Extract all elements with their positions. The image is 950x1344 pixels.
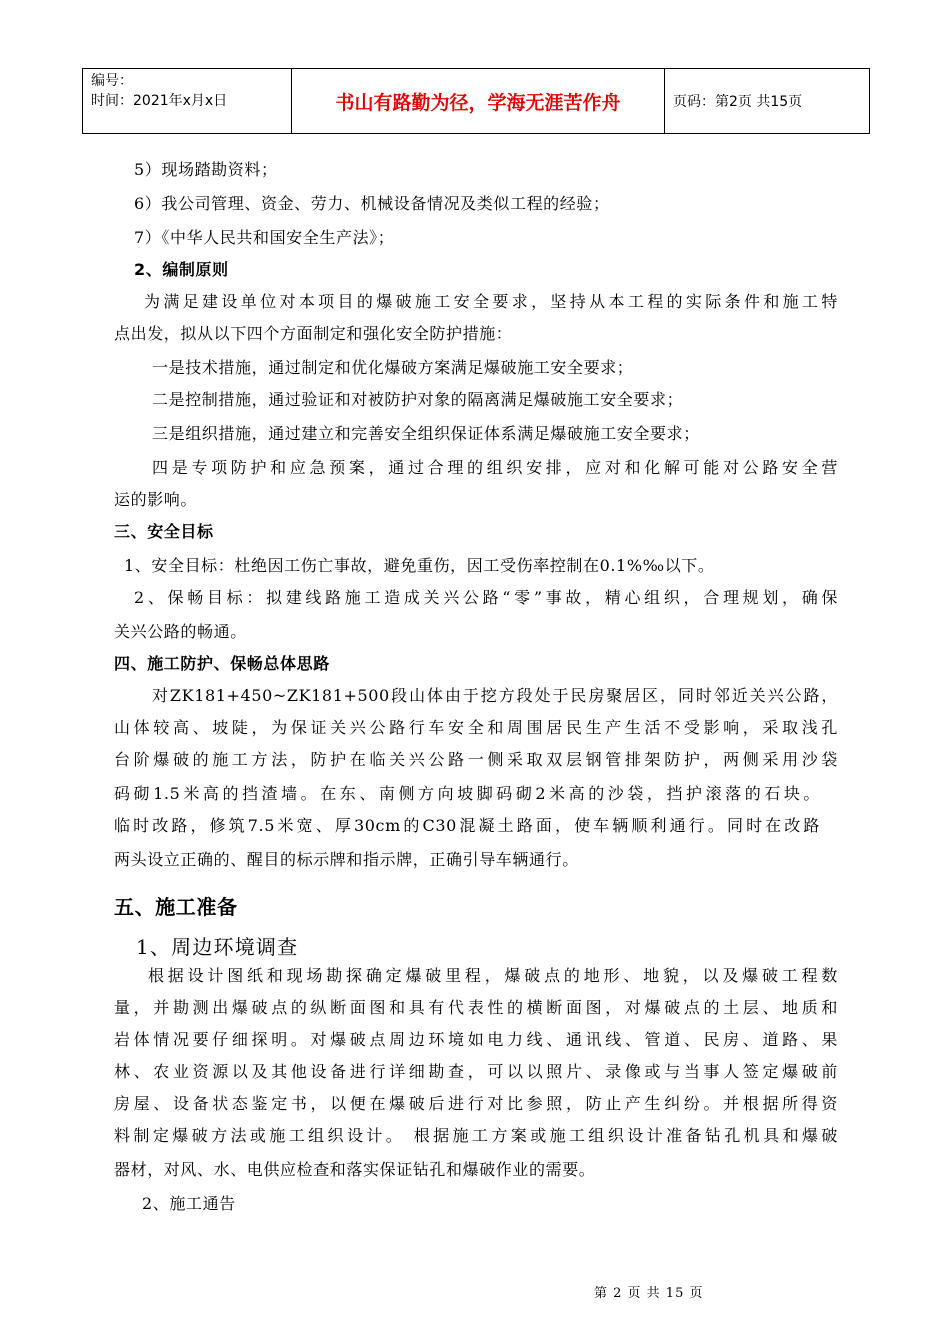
paragraph-line: 1、安全目标：杜绝因工伤亡事故，避免重伤，因工受伤率控制在0.1%‰以下。 bbox=[124, 556, 715, 575]
paragraph-line: 二是控制措施，通过验证和对被防护对象的隔离满足爆破施工安全要求； bbox=[152, 390, 684, 409]
subsection-heading: 1、周边环境调查 bbox=[136, 935, 299, 959]
paragraph-line: 2、保畅目标：拟建线路施工造成关兴公路“零”事故，精心组织，合理规划，确保 bbox=[134, 588, 838, 607]
header-meta-cell bbox=[83, 69, 292, 134]
paragraph-line: 器材，对风、水、电供应检查和落实保证钻孔和爆破作业的需要。 bbox=[114, 1160, 596, 1179]
section-heading: 四、施工防护、保畅总体思路 bbox=[114, 654, 330, 673]
paragraph-line: 临时改路，修筑7.5米宽、厚30cm的C30混凝土路面，使车辆顺利通行。同时在改路 bbox=[114, 816, 820, 835]
header-table bbox=[82, 68, 870, 134]
paragraph-line: 房屋、设备状态鉴定书，以便在爆破后进行对比参照，防止产生纠纷。并根据所得资 bbox=[114, 1094, 838, 1113]
paragraph-line: 码砌1.5米高的挡渣墙。在东、南侧方向坡脚码砌2米高的沙袋，挡护滚落的石块。 bbox=[114, 784, 820, 803]
paragraph-line: 两头设立正确的、醒目的标示牌和指示牌，正确引导车辆通行。 bbox=[114, 850, 579, 869]
number-label: 编号： bbox=[91, 73, 133, 89]
list-item: 6）我公司管理、资金、劳力、机械设备情况及类似工程的经验； bbox=[134, 194, 610, 213]
paragraph-line: 一是技术措施，通过制定和优化爆破方案满足爆破施工安全要求； bbox=[152, 358, 634, 377]
paragraph-line: 岩体情况要仔细探明。对爆破点周边环境如电力线、通讯线、管道、民房、道路、果 bbox=[114, 1030, 838, 1049]
paragraph-line: 料制定爆破方法或施工组织设计。 根据施工方案或施工组织设计准备钻孔机具和爆破 bbox=[114, 1126, 838, 1145]
section-heading: 三、安全目标 bbox=[114, 522, 214, 541]
section-heading: 2、编制原则 bbox=[134, 260, 229, 279]
paragraph-line: 根据设计图纸和现场勘探确定爆破里程，爆破点的地形、地貌，以及爆破工程数 bbox=[148, 966, 838, 985]
paragraph-line: 为满足建设单位对本项目的爆破施工安全要求，坚持从本工程的实际条件和施工特 bbox=[144, 292, 838, 311]
paragraph-line: 对ZK181+450~ZK181+500段山体由于挖方段处于民房聚居区，同时邻近关兴公路， bbox=[152, 686, 838, 705]
paragraph-line: 关兴公路的畅通。 bbox=[114, 622, 247, 641]
subsection-heading: 2、施工通告 bbox=[142, 1194, 236, 1213]
page-number: 第 2 页 共 15 页 bbox=[594, 1286, 704, 1301]
list-item: 7）《中华人民共和国安全生产法》； bbox=[134, 228, 395, 247]
section-heading: 五、施工准备 bbox=[114, 895, 238, 919]
paragraph-line: 四是专项防护和应急预案，通过合理的组织安排，应对和化解可能对公路安全营 bbox=[152, 458, 838, 477]
header-page-info: 页码：第2页 共15页 bbox=[665, 69, 870, 134]
paragraph-line: 三是组织措施，通过建立和完善安全组织保证体系满足爆破施工安全要求； bbox=[152, 424, 700, 443]
paragraph-line: 林、农业资源以及其他设备进行详细勘查，可以以照片、录像或与当事人签定爆破前 bbox=[114, 1062, 838, 1081]
paragraph-line: 运的影响。 bbox=[114, 490, 198, 509]
time-label: 时间：2021年x月x日 bbox=[91, 93, 228, 109]
header-motto: 书山有路勤为径，学海无涯苦作舟 bbox=[292, 69, 665, 134]
paragraph-line: 量，并勘测出爆破点的纵断面图和具有代表性的横断面图，对爆破点的土层、地质和 bbox=[114, 998, 838, 1017]
paragraph-line: 山体较高、坡陡，为保证关兴公路行车安全和周围居民生产生活不受影响，采取浅孔 bbox=[114, 718, 838, 737]
paragraph-line: 点出发，拟从以下四个方面制定和强化安全防护措施： bbox=[114, 324, 513, 343]
list-item: 5）现场踏勘资料； bbox=[134, 160, 278, 179]
paragraph-line: 台阶爆破的施工方法，防护在临关兴公路一侧采取双层钢管排架防护，两侧采用沙袋 bbox=[114, 750, 838, 769]
